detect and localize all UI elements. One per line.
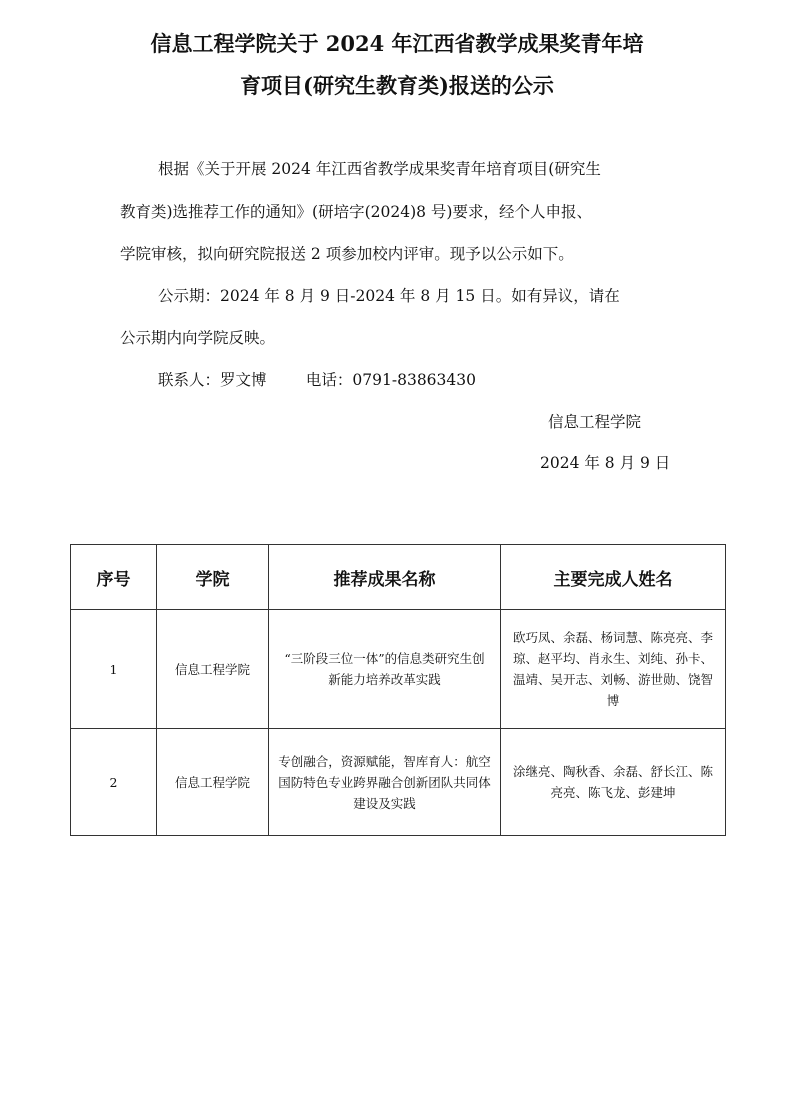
cell-achievement-name: 专创融合，资源赋能，智库育人：航空国防特色专业跨界融合创新团队共同体建设及实践 (269, 729, 501, 836)
paragraph-1-line-3: 学院审核，拟向研究院报送 2 项参加校内评审。现予以公示如下。 (120, 245, 574, 263)
cell-college: 信息工程学院 (157, 729, 269, 836)
table-row (71, 610, 726, 729)
paragraph-2-line-1: 公示期：2024 年 8 月 9 日-2024 年 8 月 15 日。如有异议，请在 (158, 287, 620, 305)
notice-title-line-1: 信息工程学院关于 2024 年江西省教学成果奖青年培 (150, 31, 644, 56)
cell-main-contributors: 涂继亮、陶秋香、余磊、舒长江、陈亮亮、陈飞龙、彭建坤 (501, 729, 726, 836)
paragraph-2-line-2: 公示期内向学院反映。 (120, 329, 276, 347)
header-college: 学院 (157, 545, 269, 610)
contact-line: 联系人：罗文博 电话：0791-83863430 (158, 371, 476, 389)
header-main-contributors: 主要完成人姓名 (501, 545, 726, 610)
cell-college: 信息工程学院 (157, 610, 269, 729)
results-table (70, 544, 726, 836)
paragraph-1-line-2: 教育类)选推荐工作的通知》(研培字(2024)8 号)要求，经个人申报、 (120, 203, 592, 221)
signature-date: 2024 年 8 月 9 日 (540, 454, 671, 472)
cell-serial-number: 2 (71, 729, 157, 836)
cell-serial-number: 1 (71, 610, 157, 729)
header-serial-number: 序号 (71, 545, 157, 610)
signature-org: 信息工程学院 (548, 413, 642, 431)
notice-title-line-2: 育项目(研究生教育类)报送的公示 (240, 73, 554, 98)
paragraph-1-line-1: 根据《关于开展 2024 年江西省教学成果奖青年培育项目(研究生 (158, 160, 601, 178)
table-row (71, 729, 726, 836)
cell-achievement-name: “三阶段三位一体”的信息类研究生创新能力培养改革实践 (269, 610, 501, 729)
cell-main-contributors: 欧巧凤、余磊、杨词慧、陈亮亮、李琼、赵平均、肖永生、刘纯、孙卡、温靖、吴开志、刘畅、游世勋、饶智博 (501, 610, 726, 729)
header-achievement-name: 推荐成果名称 (269, 545, 501, 610)
table-header-row (71, 545, 726, 610)
